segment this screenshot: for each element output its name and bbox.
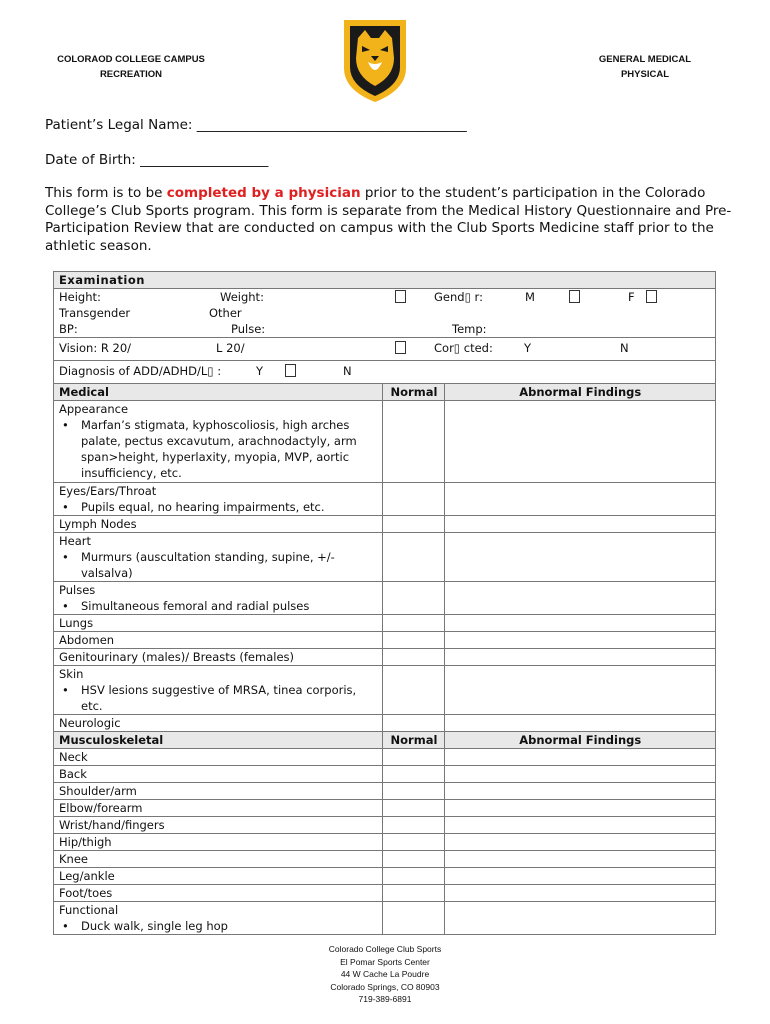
pulse-label: Pulse: [231,322,266,336]
normal-cell[interactable] [383,902,445,935]
intro-paragraph [45,185,735,255]
dob-field[interactable]: Date of Birth: ___________________ [45,152,269,168]
gender-m-checkbox[interactable] [569,289,580,305]
abnormal-cell[interactable] [445,834,716,851]
exam-row-vitals [54,289,716,338]
normal-cell[interactable] [383,582,445,615]
musculo-item-neck: Neck [54,749,383,766]
lymph-label: Lymph Nodes [54,516,383,533]
skin-label: Skin [59,667,84,681]
normal-cell[interactable] [383,885,445,902]
eyes-label: Eyes/Ears/Throat [59,484,157,498]
corrected-y-label: Y [524,341,532,355]
abnormal-cell[interactable] [445,851,716,868]
gender-f-checkbox[interactable] [646,289,657,305]
header-right-line1: GENERAL MEDICAL [598,54,692,65]
normal-cell[interactable] [383,868,445,885]
eyes-bullet: • Pupils equal, no hearing impairments, etc. [59,499,377,515]
transgender-label: Transgender [59,306,131,320]
normal-cell[interactable] [383,715,445,732]
abnormal-cell[interactable] [445,868,716,885]
appearance-label: Appearance [59,402,129,416]
lungs-label: Lungs [54,615,383,632]
abnormal-cell[interactable] [445,632,716,649]
normal-cell[interactable] [383,533,445,582]
tiger-logo-icon [338,16,412,104]
pulses-bullet: • Simultaneous femoral and radial pulses [59,598,377,614]
heart-bullet: • Murmurs (auscultation standing, supine, +/- valsalva) [59,549,377,581]
table-row [54,533,716,582]
normal-cell[interactable] [383,783,445,800]
table-row [54,666,716,715]
header-left [56,52,206,82]
abnormal-cell[interactable] [445,401,716,483]
abnormal-cell[interactable] [445,902,716,935]
abnormal-cell[interactable] [445,533,716,582]
table-row [54,834,716,851]
musculo-item-elbow: Elbow/forearm [54,800,383,817]
intro-after: prior to the student’s participation in the Colorado College’s Club Sports program. This form is separate from the Medical History Questionnaire and Pre-Participation Review that are conducted on campus with the Club Sports Medicine staff prior to the athletic season. [45,185,732,254]
abnormal-cell[interactable] [445,649,716,666]
genitourinary-label: Genitourinary (males)/ Breasts (females) [54,649,383,666]
gender-m-label: M [525,290,535,304]
normal-cell[interactable] [383,834,445,851]
intro-before: This form is to be [45,185,167,201]
abnormal-cell[interactable] [445,766,716,783]
musculo-title: Musculoskeletal [54,732,383,749]
skin-bullet: • HSV lesions suggestive of MRSA, tinea corporis, etc. [59,682,377,714]
abnormal-cell[interactable] [445,800,716,817]
medical-header-row [54,384,716,401]
footer-address [0,943,770,1006]
normal-cell[interactable] [383,749,445,766]
musculo-item-shoulder: Shoulder/arm [54,783,383,800]
gender-f-label: F [628,290,635,304]
abnormal-cell[interactable] [445,582,716,615]
add-label: Diagnosis of ADD/ADHD/L▯ : [59,364,222,378]
temp-label: Temp: [452,322,487,336]
abnormal-cell[interactable] [445,615,716,632]
abnormal-cell[interactable] [445,885,716,902]
footer-line5: 719-389-6891 [358,994,412,1004]
table-row [54,615,716,632]
musculo-item-back: Back [54,766,383,783]
appearance-bullet: • Marfan’s stigmata, kyphoscoliosis, high arches palate, pectus excavutum, arachnodactyly, arm span>height, hyperlaxity, myopia, MVP, aortic insufficiency, etc. [59,417,377,481]
abnormal-cell[interactable] [445,715,716,732]
intro-emphasis: completed by a physician [166,185,361,201]
bp-label: BP: [59,322,78,336]
abnormal-cell[interactable] [445,749,716,766]
vision-l-label: L 20/ [216,341,245,355]
corrected-label: Cor▯ cted: [434,341,493,355]
normal-cell[interactable] [383,666,445,715]
add-n-label: N [343,364,352,378]
footer-line3: 44 W Cache La Poudre [340,969,430,979]
abnormal-cell[interactable] [445,666,716,715]
abnormal-cell[interactable] [445,817,716,834]
musculo-normal-header: Normal [383,732,445,749]
medical-title: Medical [54,384,383,401]
normal-cell[interactable] [383,632,445,649]
physical-exam-table [53,271,716,935]
table-row [54,868,716,885]
normal-cell[interactable] [383,483,445,516]
musculo-item-leg: Leg/ankle [54,868,383,885]
pulses-label: Pulses [59,583,96,597]
header-left-line1: COLORAOD COLLEGE CAMPUS [57,54,205,65]
table-row [54,783,716,800]
table-row [54,401,716,483]
table-row [54,800,716,817]
weight-label: Weight: [220,290,264,304]
exam-header-row [54,272,716,289]
footer-line1: Colorado College Club Sports [328,944,442,954]
medical-abnormal-header: Abnormal Findings [445,384,716,401]
medical-normal-header: Normal [383,384,445,401]
musculo-item-hip: Hip/thigh [54,834,383,851]
table-row [54,516,716,533]
normal-cell[interactable] [383,615,445,632]
table-row [54,766,716,783]
table-row [54,483,716,516]
normal-cell[interactable] [383,649,445,666]
gender-checkbox[interactable] [395,289,406,305]
musculo-item-functional: Functional [59,903,119,917]
exam-title: Examination [54,272,716,289]
musculo-item-knee: Knee [54,851,383,868]
add-checkbox[interactable] [285,363,296,379]
table-row [54,902,716,935]
table-row [54,632,716,649]
normal-cell[interactable] [383,766,445,783]
table-row [54,749,716,766]
header-right-line2: PHYSICAL [620,69,670,80]
height-label: Height: [59,290,101,304]
exam-row-add [54,361,716,384]
corrected-n-label: N [620,341,629,355]
add-y-label: Y [256,364,264,378]
normal-cell[interactable] [383,401,445,483]
other-label: Other [209,306,242,320]
exam-row-vision [54,338,716,361]
musculo-abnormal-header: Abnormal Findings [445,732,716,749]
footer-line4: Colorado Springs, CO 80903 [330,981,440,992]
musculo-item-foot: Foot/toes [54,885,383,902]
heart-label: Heart [59,534,92,548]
musculo-item-wrist: Wrist/hand/fingers [54,817,383,834]
normal-cell[interactable] [383,851,445,868]
table-row [54,885,716,902]
table-row [54,851,716,868]
normal-cell[interactable] [383,800,445,817]
table-row [54,715,716,732]
abnormal-cell[interactable] [445,516,716,533]
footer-line2: El Pomar Sports Center [340,956,430,967]
header-left-line2: RECREATION [99,69,163,80]
gender-label: Gend▯ r: [434,290,483,304]
table-row [54,649,716,666]
neurologic-label: Neurologic [54,715,383,732]
vision-r-label: Vision: R 20/ [59,341,132,355]
abnormal-cell[interactable] [445,783,716,800]
table-row [54,817,716,834]
normal-cell[interactable] [383,516,445,533]
header-right [585,52,705,82]
corrected-checkbox[interactable] [395,340,406,356]
functional-bullet: • Duck walk, single leg hop [59,918,377,934]
patient-name-field[interactable]: Patient’s Legal Name: ________________________________________ [45,117,467,133]
musculo-header-row [54,732,716,749]
table-row [54,582,716,615]
abnormal-cell[interactable] [445,483,716,516]
normal-cell[interactable] [383,817,445,834]
abdomen-label: Abdomen [54,632,383,649]
